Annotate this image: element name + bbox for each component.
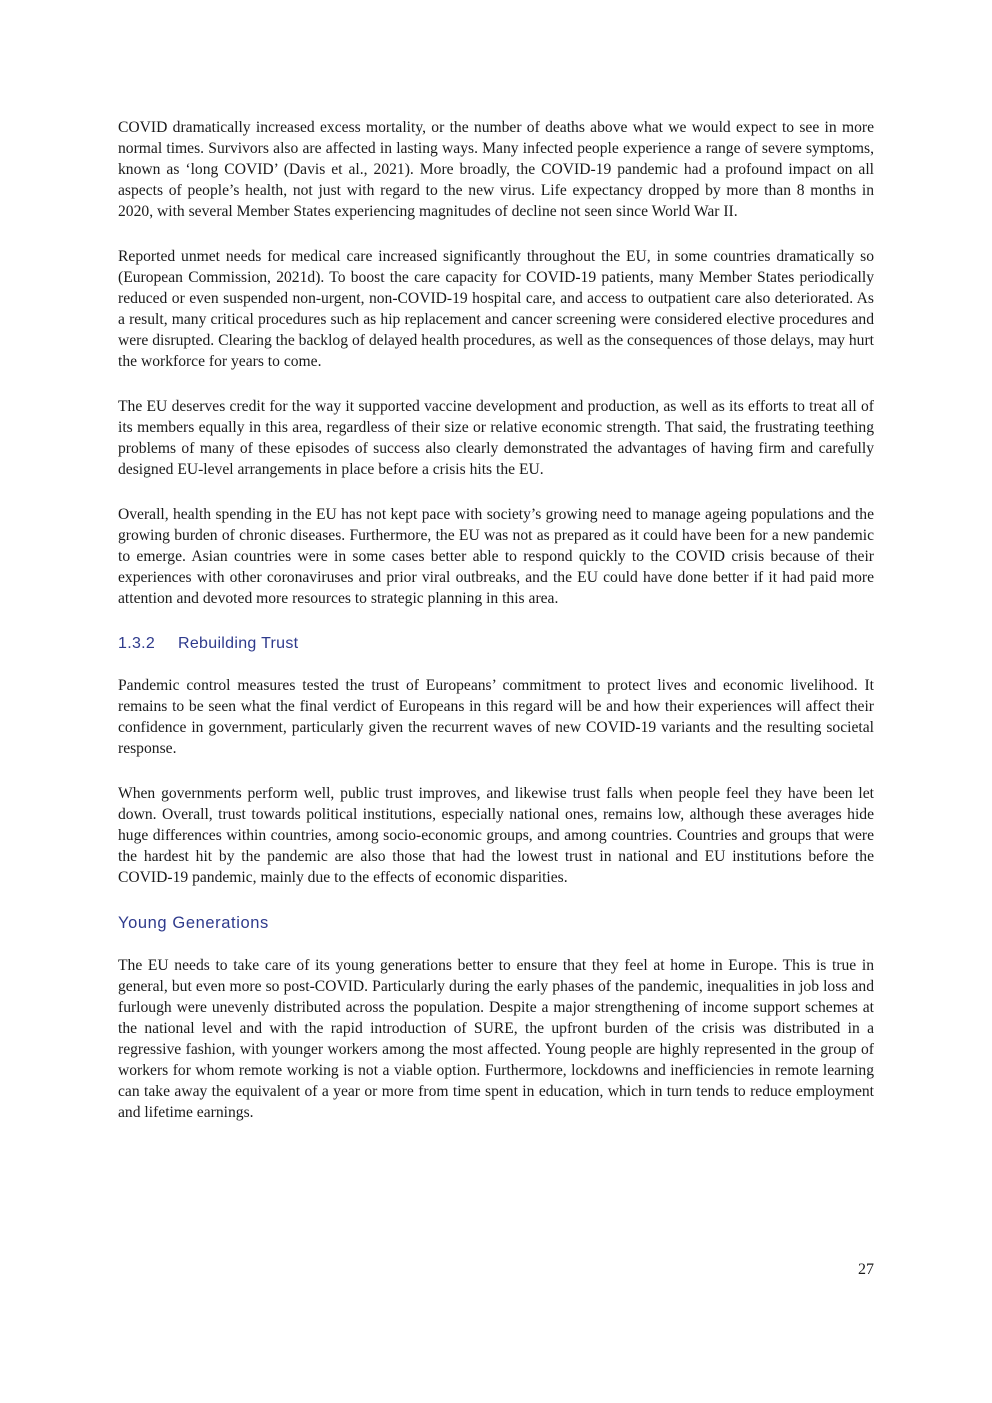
subheading-young-generations: Young Generations [118, 914, 269, 932]
paragraph-excess-mortality: COVID dramatically increased excess mortality, or the number of deaths above what we would expect to see in more normal times. Survivors also are affected in lasting ways. Many infected people experience a range of severe symptoms, known as ‘long COVID’ (Davis et al., 2021). More broadly, the COVID-19 pandemic had a profound impact on all aspects of people’s health, not just with regard to the new virus. Life expectancy dropped by more than 8 months in 2020, with several Member States experiencing magnitudes of decline not seen since World War II. [118, 119, 874, 220]
paragraph-unmet-needs: Reported unmet needs for medical care increased significantly throughout the EU, in some countries dramatically so (European Commission, 2021d). To boost the care capacity for COVID-19 patients, many Member States periodically reduced or even suspended non-urgent, non-COVID-19 hospital care, and access to outpatient care also deteriorated. As a result, many critical procedures such as hip replacement and cancer screening were considered elective procedures and were disrupted. Clearing the backlog of delayed health procedures, as well as the consequences of those delays, may hurt the workforce for years to come. [118, 248, 874, 370]
section-heading-rebuilding-trust [118, 635, 874, 653]
paragraph-young-generations: The EU needs to take care of its young generations better to ensure that they feel at home in Europe. This is true in general, but even more so post-COVID. Particularly during the early phases of the pandemic, inequalities in job loss and furlough were unevenly distributed across the population. Despite a major strengthening of income support schemes at the national level and with the rapid introduction of SURE, the upfront burden of the crisis was distributed in a regressive fashion, with younger workers among the most affected. Young people are highly represented in the group of workers for whom remote working is not a viable option. Furthermore, lockdowns and inefficiencies in remote learning can take away the equivalent of a year or more from time spent in education, which in turn tends to reduce employment and lifetime earnings. [118, 957, 874, 1121]
page-number: 27 [858, 1261, 874, 1278]
paragraph-pandemic-control: Pandemic control measures tested the trust of Europeans’ commitment to protect lives and economic livelihood. It remains to be seen what the final verdict of Europeans in this regard will be and how their experiences will affect their confidence in government, particularly given the recurrent waves of new COVID-19 variants and the resulting societal response. [118, 677, 874, 757]
paragraph-public-trust: When governments perform well, public trust improves, and likewise trust falls when people feel they have been let down. Overall, trust towards political institutions, especially national ones, remains low, although these averages hide huge differences within countries, among socio-economic groups, and among countries. Countries and groups that were the hardest hit by the pandemic are also those that had the lowest trust in national and EU institutions before the COVID-19 pandemic, mainly due to the effects of economic disparities. [118, 785, 874, 886]
paragraph-health-spending: Overall, health spending in the EU has not kept pace with society’s growing need to manage ageing populations and the growing burden of chronic diseases. Furthermore, the EU was not as prepared as it could have been for a new pandemic to emerge. Asian countries were in some cases better able to respond quickly to the COVID crisis because of their experiences with other coronaviruses and prior viral outbreaks, and the EU could have done better if it had paid more attention and devoted more resources to strategic planning in this area. [118, 506, 874, 607]
paragraph-vaccine-credit: The EU deserves credit for the way it supported vaccine development and production, as well as its efforts to treat all of its members equally in this area, regardless of their size or relative economic strength. That said, the frustrating teething problems of many of these episodes of success also clearly demonstrated the advantages of having firm and carefully designed EU-level arrangements in place before a crisis hits the EU. [118, 398, 874, 478]
section-title: Rebuilding Trust [178, 635, 299, 652]
section-number: 1.3.2 [118, 635, 156, 652]
page-content [118, 117, 874, 1123]
